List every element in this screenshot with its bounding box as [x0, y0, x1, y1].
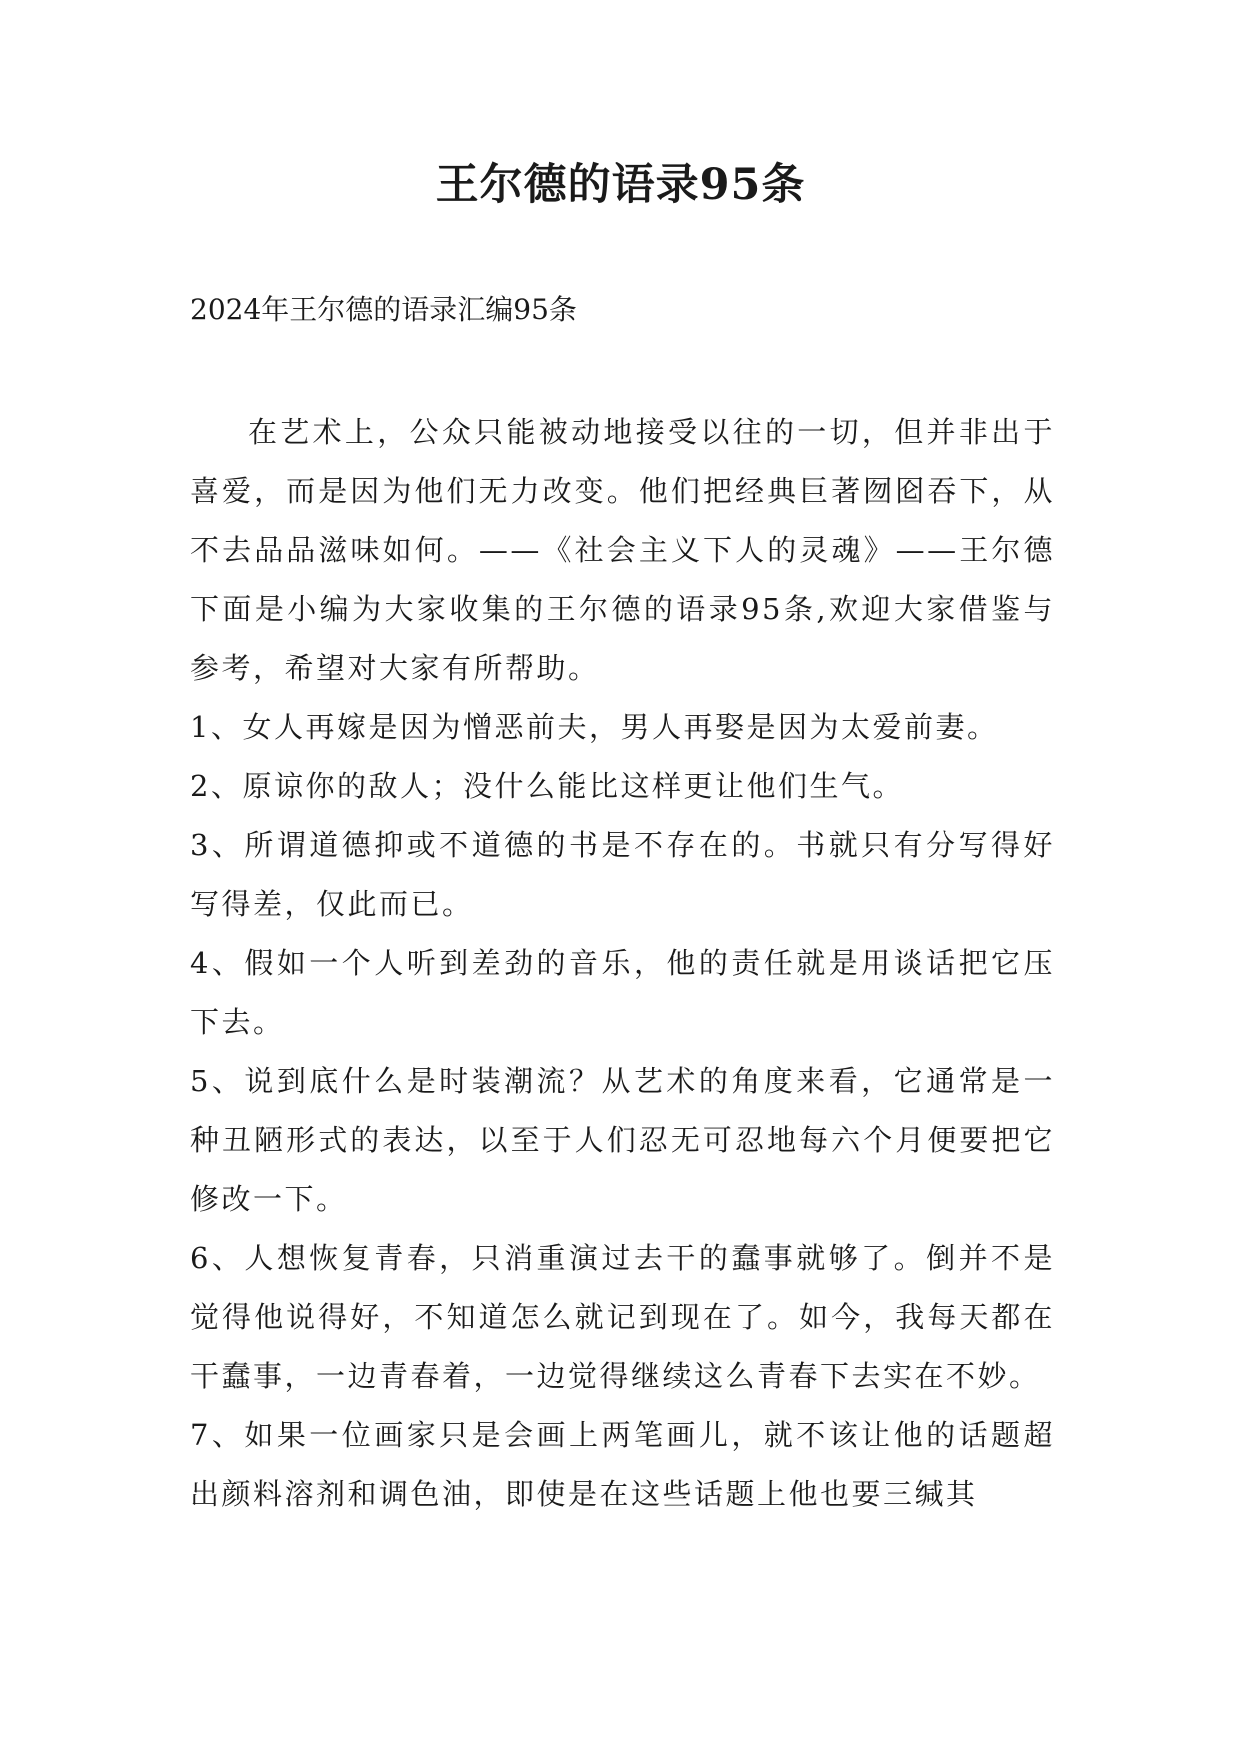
quote-item: 2、原谅你的敌人；没什么能比这样更让他们生气。 [190, 769, 904, 803]
quote-item: 7、如果一位画家只是会画上两笔画儿，就不该让他的话题超出颜料溶剂和调色油，即使是在这些话题上他也要三缄其 [190, 1418, 1055, 1511]
quote-item: 6、人想恢复青春，只消重演过去干的蠢事就够了。倒并不是觉得他说得好，不知道怎么就记到现在了。如今，我每天都在干蠢事，一边青春着，一边觉得继续这么青春下去实在不妙。 [190, 1241, 1055, 1393]
intro-paragraph: 在艺术上，公众只能被动地接受以往的一切，但并非出于喜爱，而是因为他们无力改变。他们把经典巨著囫囵吞下，从不去品品滋味如何。——《社会主义下人的灵魂》——王尔德下面是小编为大家收集的王尔德的语录95条,欢迎大家借鉴与参考，希望对大家有所帮助。 [190, 415, 1055, 685]
quote-item: 1、女人再嫁是因为憎恶前夫，男人再娶是因为太爱前妻。 [190, 710, 999, 744]
quote-item: 4、假如一个人听到差劲的音乐，他的责任就是用谈话把它压下去。 [190, 946, 1055, 1039]
quote-item: 3、所谓道德抑或不道德的书是不存在的。书就只有分写得好写得差，仅此而已。 [190, 828, 1055, 921]
quote-item: 5、说到底什么是时装潮流？从艺术的角度来看，它通常是一种丑陋形式的表达，以至于人们忍无可忍地每六个月便要把它修改一下。 [190, 1064, 1055, 1216]
document-body [190, 403, 1055, 1524]
document-title: 王尔德的语录95条 [435, 160, 806, 210]
document-subtitle: 2024年王尔德的语录汇编95条 [190, 293, 577, 326]
